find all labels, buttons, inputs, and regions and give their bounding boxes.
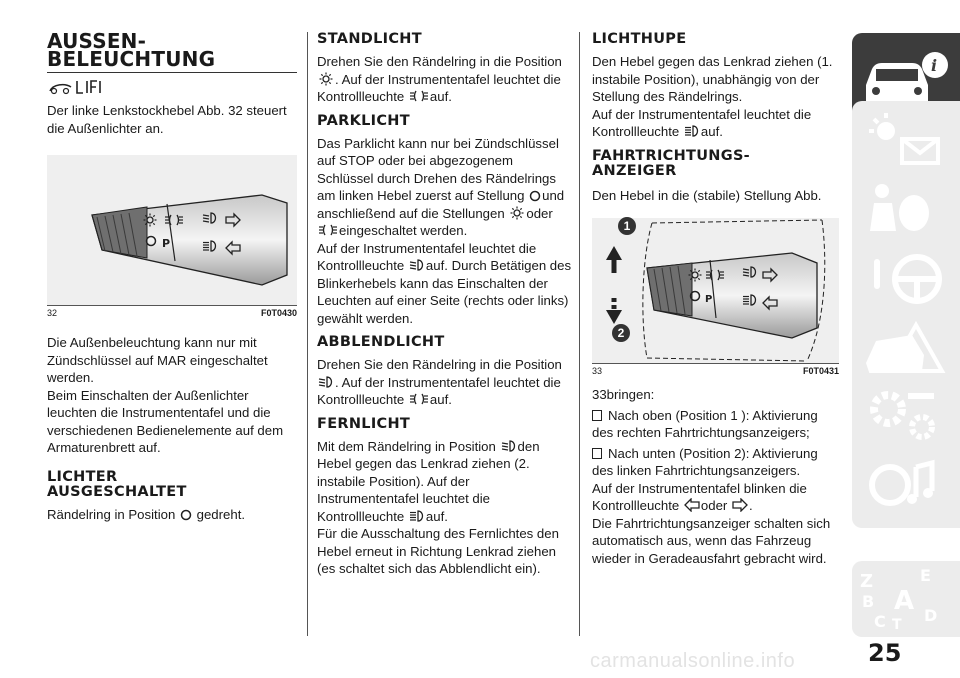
symbol-group: [47, 79, 297, 102]
text-segment: Auf der Instrumententafel leuchtet die Kontrollleuchte: [592, 106, 812, 139]
paragraph-lichthupe: Den Hebel gegen das Lenkrad ziehen (1. instabile Position), unabhängig von der Stellung des Rändelrings.: [592, 54, 833, 104]
text-segment: .: [749, 498, 753, 513]
sidelight-icon: [318, 72, 334, 86]
paragraph-standlicht: [317, 53, 573, 106]
figure-33: [592, 218, 839, 363]
column-divider-1: [307, 32, 308, 636]
sidelight-warning-icon: [409, 392, 429, 406]
svg-text:Z: Z: [860, 571, 874, 592]
paragraph-auto-off: Die Fahrtrichtungsanzeiger schalten sich automatisch aus, wenn das Fahrzeug wieder in Geradeausfahrt gebracht wird.: [592, 515, 831, 566]
bullet-icon: [592, 448, 602, 459]
text-segment: auf.: [429, 392, 452, 407]
svg-text:A: A: [894, 586, 915, 616]
bullet-item: [592, 445, 839, 480]
text-segment: Auf der Instrumententafel blinken die Kontrollleuchte: [592, 480, 807, 513]
turn-right-icon: [732, 498, 748, 512]
turn-lever-illustration-icon: [592, 218, 839, 363]
turn-left-icon: [684, 498, 700, 512]
text-segment: auf. Durch Betätigen des Blinkerhebels kann das Einschalten der Leuchten auf einer Seite (rechts oder links) gewählt werden.: [317, 258, 572, 326]
heading-lichter-aus: [47, 470, 297, 500]
paragraph-lichthupe-2: [592, 106, 839, 141]
paragraph-abblendlicht: [317, 356, 573, 409]
intro-text: Der linke Lenkstockhebel Abb. 32 steuert die Außenlichter an.: [47, 103, 287, 136]
svg-text:P: P: [705, 294, 713, 305]
page-number: 25: [868, 639, 902, 667]
column-left: [47, 29, 297, 523]
svg-text:T: T: [892, 617, 902, 633]
text-segment: auf.: [429, 89, 452, 104]
heading-parklicht: PARKLICHT: [317, 112, 410, 129]
heading-line-2: AUSGESCHALTET: [47, 483, 187, 500]
watermark: carmanualsonline.info: [590, 650, 796, 672]
off-position-icon: [529, 190, 541, 202]
main-beam-icon: [684, 124, 700, 138]
figure-33-caption: [592, 363, 839, 376]
bullet-item: [592, 407, 839, 442]
heading-lichthupe: LICHTHUPE: [592, 31, 687, 47]
text-segment: Drehen Sie den Rändelring in die Position: [317, 357, 562, 372]
text-segment: . Auf der Instrumententafel leuchtet die Kontrollleuchte: [317, 374, 561, 407]
paragraph-blink: [592, 480, 839, 515]
heading-line-1: FAHRTRICHTUNGS-: [592, 147, 751, 164]
paragraph-lichter-aus: [47, 506, 297, 524]
text-segment: . Auf der Instrumententafel leuchtet die Kontrollleuchte: [317, 71, 561, 104]
tab-multimedia[interactable]: [852, 441, 960, 528]
title-rule: [47, 72, 297, 73]
paragraph-fahrt-intro: Den Hebel in die (stabile) Stellung Abb.: [592, 187, 822, 203]
svg-text:C: C: [874, 612, 886, 631]
index-icon: [852, 561, 960, 637]
dipped-beam-icon: [318, 375, 334, 389]
bullet-text: Nach unten (Position 2): Aktivierung des linken Fahrtrichtungsanzeigers.: [592, 445, 818, 478]
svg-text:i: i: [931, 56, 938, 75]
heading-abblendlicht: ABBLENDLICHT: [317, 334, 445, 350]
section-title: [47, 29, 297, 71]
column-divider-2: [579, 32, 580, 636]
heading-fernlicht: FERNLICHT: [317, 415, 411, 432]
figure-number: 32: [47, 308, 58, 318]
figure-32: [47, 155, 297, 305]
paragraph-parklicht-2: [317, 240, 573, 328]
heading-line-2: ANZEIGER: [592, 162, 677, 179]
text-segment: Drehen Sie den Rändelring in die Position: [317, 54, 562, 69]
text-segment: eingeschaltet werden.: [339, 223, 468, 238]
column-middle: [317, 32, 573, 578]
heading-standlicht: STANDLICHT: [317, 31, 422, 47]
paragraph-mar: Die Außenbeleuchtung kann nur mit Zündschlüssel auf MAR eingeschaltet werden.: [47, 335, 268, 385]
text-segment: auf.: [700, 124, 723, 139]
figure-code: F0T0430: [260, 308, 297, 318]
text-segment: oder: [526, 205, 553, 221]
marker-1: 1: [618, 217, 636, 235]
text-segment: Rändelring in Position: [47, 506, 176, 522]
paragraph-bringen: 33bringen:: [592, 387, 655, 402]
column-right: [592, 32, 839, 567]
multimedia-icon: [852, 441, 960, 528]
svg-text:P: P: [162, 237, 171, 250]
off-position-icon: [180, 509, 192, 521]
text-segment: auf.: [425, 508, 448, 524]
main-beam-icon: [409, 509, 425, 523]
bullet-icon: [592, 410, 602, 421]
lighting-symbols-icon: [47, 79, 103, 97]
text-segment: Auf der Instrumententafel leuchtet die Kontrollleuchte: [317, 240, 537, 273]
text-segment: und anschließend auf die Stellungen: [317, 188, 565, 221]
sidelight-warning-icon: [318, 223, 338, 237]
paragraph-fernlicht: [317, 438, 573, 526]
heading-fahrtrichtungsanzeiger: [592, 149, 839, 179]
sidelight-warning-icon: [409, 89, 429, 103]
dipped-beam-icon: [501, 439, 517, 453]
title-line-2: BELEUCHTUNG: [47, 47, 216, 71]
sidelight-icon: [509, 206, 525, 220]
svg-text:D: D: [924, 606, 938, 625]
svg-text:B: B: [862, 592, 875, 611]
text-segment: den Hebel gegen das Lenkrad ziehen (2. instabile Position). Auf der Instrumententafel leuchtet die Kontrollleuchte: [317, 438, 540, 524]
heading-line-1: LICHTER: [47, 468, 118, 485]
title-line-1: AUSSEN-: [47, 29, 147, 53]
text-segment: gedreht.: [196, 506, 246, 522]
dipped-beam-icon: [409, 258, 425, 272]
tab-index[interactable]: [852, 561, 960, 637]
figure-32-caption: [47, 305, 297, 318]
paragraph-fernlicht-2: Für die Ausschaltung des Fernlichtes den Hebel erneut in Richtung Lenkrad ziehen (es schaltet sich das Abblendlicht ein).: [317, 526, 559, 576]
text-segment: Das Parklicht kann nur bei Zündschlüssel auf STOP oder bei abgezogenem Schlüssel durch Drehen des Rändelrings am linken Hebel zuerst auf Stellung: [317, 135, 559, 203]
marker-2: 2: [612, 324, 630, 342]
paragraph-instruments: Beim Einschalten der Außenlichter leuchten die Instrumententafel und die verschiedenen Bedienelemente auf dem Armaturenbrett auf.: [47, 387, 284, 455]
text-segment: oder: [700, 498, 728, 513]
text-segment: Mit dem Rändelring in Position: [317, 438, 496, 454]
figure-code: F0T0431: [802, 366, 839, 376]
lever-illustration-icon: [47, 155, 297, 305]
figure-number: 33: [592, 366, 603, 376]
paragraph-parklicht: [317, 135, 573, 240]
svg-text:E: E: [920, 566, 931, 585]
bullet-text: Nach oben (Position 1 ): Aktivierung des rechten Fahrtrichtungsanzeigers;: [592, 407, 818, 440]
